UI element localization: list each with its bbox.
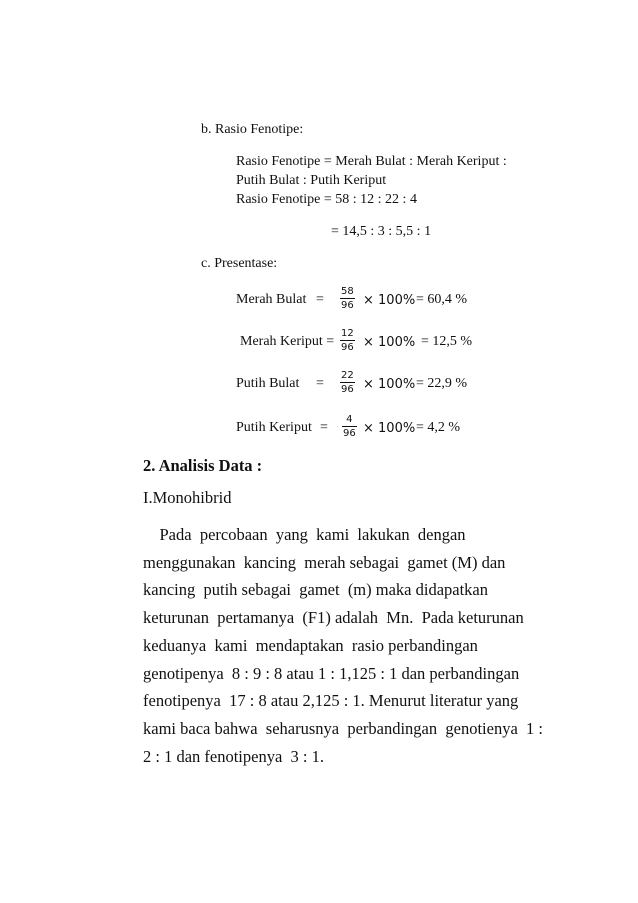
pct-row-times: × 100% [363,377,416,392]
paragraph-line: Pada percobaan yang kami lakukan dengan [143,525,466,544]
pct-row-eq: = [320,420,328,435]
pct-row-result: = 60,4 % [416,292,468,307]
fraction-denominator: 96 [341,342,354,353]
pct-row-fraction [340,327,355,354]
paragraph-line: keduanya kami mendaptakan rasio perbandingan [143,635,478,655]
paragraph-line: kami baca bahwa seharusnya perbandingan genotienya 1 : [143,718,543,738]
paragraph-line: 2 : 1 dan fenotipenya 3 : 1. [143,746,325,766]
paragraph-line: kancing putih sebagai gamet (m) maka didapatkan [143,580,489,600]
pct-row-label: Putih Bulat [236,376,300,391]
pct-row-eq: = [316,376,324,391]
pct-row-fraction [340,369,355,396]
pct-row-times: × 100% [363,421,416,436]
pct-row-times: × 100% [363,335,416,350]
pct-row-label: Merah Keriput = [240,334,335,349]
section-c-heading: c. Presentase: [201,256,278,271]
fraction-denominator: 96 [343,428,356,439]
pct-row-result: = 4,2 % [416,420,461,435]
pct-row-label: Putih Keriput [236,420,312,435]
paragraph-line: fenotipenya 17 : 8 atau 2,125 : 1. Menurut literatur yang [143,691,519,711]
pct-row-result: = 22,9 % [416,376,468,391]
section-b-heading: b. Rasio Fenotipe: [201,122,304,137]
ratio-line-1: Rasio Fenotipe = Merah Bulat : Merah Keriput : [236,154,507,169]
ratio-line-4: = 14,5 : 3 : 5,5 : 1 [331,224,432,239]
pct-row-times: × 100% [363,293,416,308]
analysis-heading: 2. Analisis Data : [143,456,263,475]
analysis-subheading: I.Monohibrid [143,488,232,507]
ratio-line-3: Rasio Fenotipe = 58 : 12 : 22 : 4 [236,192,417,207]
paragraph-line: keturunan pertamanya (F1) adalah Mn. Pada keturunan [143,608,524,628]
fraction-numerator: 22 [341,370,354,381]
fraction-denominator: 96 [341,300,354,311]
pct-row-result: = 12,5 % [421,334,473,349]
fraction-numerator: 12 [341,328,354,339]
fraction-numerator: 4 [346,414,353,425]
fraction-denominator: 96 [341,384,354,395]
ratio-line-2: Putih Bulat : Putih Keriput [236,173,387,188]
pct-row-eq: = [316,292,324,307]
paragraph-line: menggunakan kancing merah sebagai gamet (M) dan [143,552,506,572]
pct-row-label: Merah Bulat [236,292,307,307]
analysis-paragraph [143,521,543,770]
pct-row-fraction [340,285,355,312]
paragraph-line: genotipenya 8 : 9 : 8 atau 1 : 1,125 : 1 dan perbandingan [143,663,520,683]
pct-row-fraction [342,413,357,440]
fraction-numerator: 58 [341,286,354,297]
